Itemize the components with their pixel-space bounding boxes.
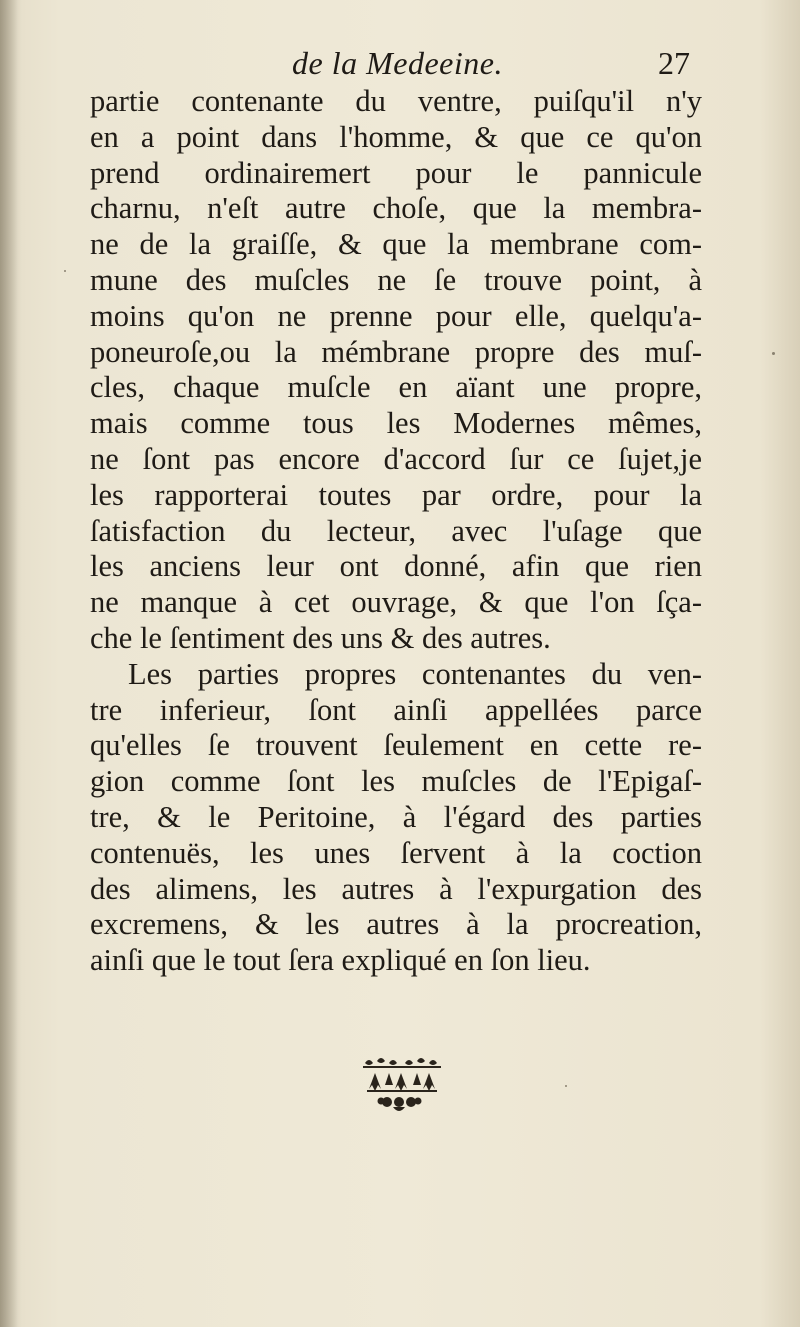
text-line: les rapporterai toutes par ordre, pour la	[90, 477, 702, 512]
text-line: mais comme tous les Modernes mêmes,	[90, 406, 702, 441]
text-line: tre inferieur, ſont ainſi appellées parce	[90, 692, 702, 727]
text-line: ſatisfaction du lecteur, avec l'uſage que	[90, 513, 702, 548]
gutter-shadow	[0, 0, 18, 1327]
text-line: poneuroſe,ou la mémbrane propre des muſ-	[90, 334, 702, 369]
paragraph-end-line: che le ſentiment des uns & des autres.	[90, 620, 551, 655]
text-line: prend ordinairemert pour le pannicule	[90, 155, 702, 190]
text-line: les anciens leur ont donné, afin que rien	[90, 549, 702, 584]
paragraph-first-line: Les parties propres contenantes du ven-	[128, 656, 702, 691]
text-line: charnu, n'eſt autre choſe, que la membra-	[90, 191, 702, 226]
text-line: des alimens, les autres à l'expurgation des	[90, 871, 702, 906]
paper-speck	[64, 270, 66, 272]
paper-speck	[772, 352, 775, 355]
text-line: contenuës, les unes ſervent à la coction	[90, 835, 702, 870]
text-line: excremens, & les autres à la procreation,	[90, 907, 702, 942]
body-text	[90, 84, 702, 979]
page-header	[96, 45, 700, 85]
paragraph-end-line: ainſi que le tout ſera expliqué en ſon lieu.	[90, 943, 591, 978]
running-head: de la Medeeine.	[292, 45, 503, 81]
text-line: cles, chaque muſcle en aïant une propre,	[90, 370, 702, 405]
text-line: gion comme ſont les muſcles de l'Epigaſ-	[90, 764, 702, 799]
paper-speck	[565, 1085, 567, 1087]
text-line: ne manque à cet ouvrage, & que l'on ſça-	[90, 585, 702, 620]
text-line: ne ſont pas encore d'accord ſur ce ſujet,je	[90, 441, 702, 476]
text-line: en a point dans l'homme, & que ce qu'on	[90, 119, 702, 154]
text-line: qu'elles ſe trouvent ſeulement en cette re-	[90, 728, 702, 763]
text-line: ne de la graiſſe, & que la membrane com-	[90, 227, 702, 262]
text-line: tre, & le Peritoine, à l'égard des parties	[90, 799, 702, 834]
text-line: moins qu'on ne prenne pour elle, quelqu'a-	[90, 298, 702, 333]
text-line: partie contenante du ventre, puiſqu'il n'y	[90, 84, 702, 118]
fleuron-ornament-icon	[355, 1055, 450, 1117]
text-line: mune des muſcles ne ſe trouve point, à	[90, 262, 702, 297]
page-number: 27	[658, 45, 690, 81]
